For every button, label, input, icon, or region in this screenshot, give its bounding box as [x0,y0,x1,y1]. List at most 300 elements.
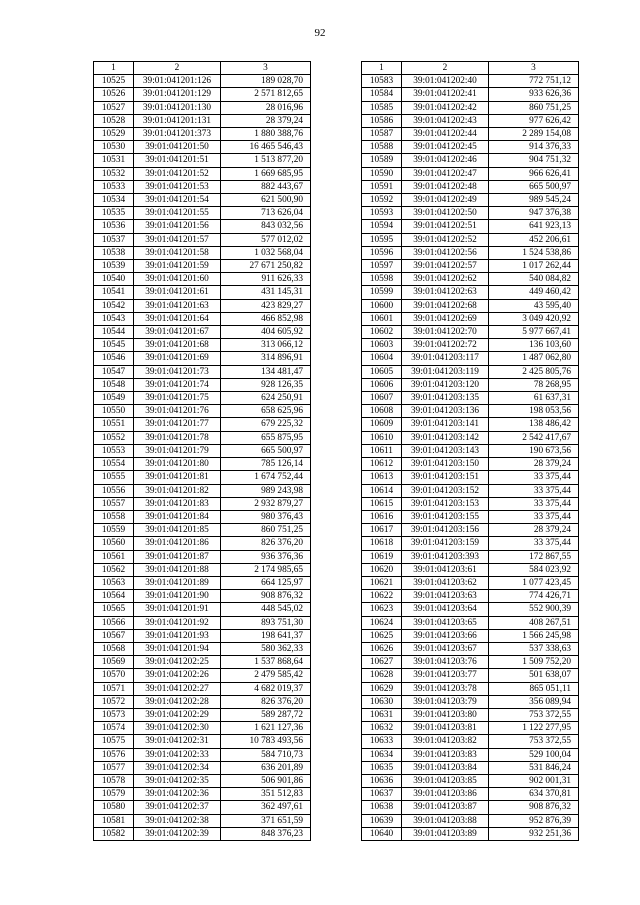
cadastral-number-cell: 39:01:041201:56 [134,220,221,233]
cadastral-number-cell: 39:01:041201:77 [134,418,221,431]
cadastral-number-cell: 39:01:041201:87 [134,550,221,563]
cadastral-number-cell: 39:01:041201:80 [134,458,221,471]
table-row [94,246,311,259]
cadastral-number-cell: 39:01:041202:41 [402,88,489,101]
cadastral-number-cell: 39:01:041203:80 [402,708,489,721]
value-cell: 774 426,71 [489,590,579,603]
cadastral-number-cell: 39:01:041201:88 [134,563,221,576]
row-number-cell: 10571 [94,682,134,695]
row-number-cell: 10578 [94,774,134,787]
cadastral-number-cell: 39:01:041202:33 [134,748,221,761]
value-cell: 356 089,94 [489,695,579,708]
value-cell: 928 126,35 [221,378,311,391]
cadastral-number-cell: 39:01:041201:373 [134,128,221,141]
table-row [94,233,311,246]
table-row [94,590,311,603]
table-row [94,761,311,774]
cadastral-number-cell: 39:01:041201:61 [134,286,221,299]
table-row [362,616,579,629]
header-col-3: 3 [221,62,311,75]
row-number-cell: 10622 [362,590,402,603]
row-number-cell: 10558 [94,510,134,523]
cadastral-number-cell: 39:01:041202:28 [134,695,221,708]
table-row [94,497,311,510]
table-row [94,642,311,655]
row-number-cell: 10575 [94,735,134,748]
value-cell: 371 651,59 [221,814,311,827]
cadastral-number-cell: 39:01:041203:136 [402,405,489,418]
table-row [362,695,579,708]
cadastral-number-cell: 39:01:041203:156 [402,524,489,537]
table-row [94,392,311,405]
row-number-cell: 10535 [94,207,134,220]
row-number-cell: 10593 [362,207,402,220]
row-number-cell: 10569 [94,656,134,669]
row-number-cell: 10636 [362,774,402,787]
value-cell: 189 028,70 [221,75,311,88]
row-number-cell: 10568 [94,642,134,655]
table-row [362,484,579,497]
value-cell: 902 001,31 [489,774,579,787]
cadastral-number-cell: 39:01:041203:62 [402,576,489,589]
table-row [362,563,579,576]
table-row [94,299,311,312]
table-row [362,576,579,589]
row-number-cell: 10526 [94,88,134,101]
table-row [94,801,311,814]
row-number-cell: 10534 [94,194,134,207]
row-number-cell: 10525 [94,75,134,88]
cadastral-number-cell: 39:01:041201:76 [134,405,221,418]
row-number-cell: 10574 [94,722,134,735]
row-number-cell: 10536 [94,220,134,233]
row-number-cell: 10559 [94,524,134,537]
table-row [94,458,311,471]
row-number-cell: 10582 [94,827,134,840]
cadastral-number-cell: 39:01:041201:60 [134,273,221,286]
value-cell: 16 465 546,43 [221,141,311,154]
row-number-cell: 10615 [362,497,402,510]
value-cell: 531 846,24 [489,761,579,774]
row-number-cell: 10555 [94,471,134,484]
value-cell: 1 513 877,20 [221,154,311,167]
table-row [362,458,579,471]
value-cell: 577 012,02 [221,233,311,246]
value-cell: 313 066,12 [221,339,311,352]
header-col-1: 1 [94,62,134,75]
cadastral-number-cell: 39:01:041202:30 [134,722,221,735]
value-cell: 665 500,97 [221,444,311,457]
table-row [362,418,579,431]
row-number-cell: 10626 [362,642,402,655]
row-number-cell: 10540 [94,273,134,286]
row-number-cell: 10566 [94,616,134,629]
page-number: 92 [314,27,326,39]
cadastral-number-cell: 39:01:041203:117 [402,352,489,365]
cadastral-number-cell: 39:01:041203:155 [402,510,489,523]
row-number-cell: 10602 [362,326,402,339]
value-cell: 10 783 493,56 [221,735,311,748]
cadastral-number-cell: 39:01:041202:50 [402,207,489,220]
row-number-cell: 10613 [362,471,402,484]
left-table-body [94,62,311,841]
row-number-cell: 10548 [94,378,134,391]
value-cell: 4 682 019,37 [221,682,311,695]
cadastral-number-cell: 39:01:041202:25 [134,656,221,669]
row-number-cell: 10619 [362,550,402,563]
cadastral-number-cell: 39:01:041203:67 [402,642,489,655]
table-row [362,590,579,603]
table-row [94,669,311,682]
cadastral-number-cell: 39:01:041202:48 [402,180,489,193]
value-cell: 190 673,56 [489,444,579,457]
table-row [94,326,311,339]
cadastral-number-cell: 39:01:041201:86 [134,537,221,550]
cadastral-number-cell: 39:01:041203:84 [402,761,489,774]
table-row [362,761,579,774]
value-cell: 27 671 250,82 [221,260,311,273]
value-cell: 423 829,27 [221,299,311,312]
row-number-cell: 10577 [94,761,134,774]
row-number-cell: 10583 [362,75,402,88]
value-cell: 5 977 667,41 [489,326,579,339]
row-number-cell: 10546 [94,352,134,365]
value-cell: 826 376,20 [221,537,311,550]
row-number-cell: 10606 [362,378,402,391]
value-cell: 908 876,32 [489,801,579,814]
row-number-cell: 10611 [362,444,402,457]
table-row [94,774,311,787]
row-number-cell: 10556 [94,484,134,497]
cadastral-number-cell: 39:01:041201:64 [134,312,221,325]
value-cell: 2 479 585,42 [221,669,311,682]
value-cell: 431 145,31 [221,286,311,299]
cadastral-number-cell: 39:01:041201:81 [134,471,221,484]
value-cell: 772 751,12 [489,75,579,88]
row-number-cell: 10607 [362,392,402,405]
cadastral-number-cell: 39:01:041201:90 [134,590,221,603]
header-col-2: 2 [134,62,221,75]
row-number-cell: 10553 [94,444,134,457]
table-row [362,194,579,207]
table-row [94,722,311,735]
cadastral-number-cell: 39:01:041202:44 [402,128,489,141]
table-row [94,101,311,114]
cadastral-number-cell: 39:01:041201:83 [134,497,221,510]
header-col-1: 1 [362,62,402,75]
value-cell: 936 376,36 [221,550,311,563]
cadastral-number-cell: 39:01:041202:46 [402,154,489,167]
table-row [94,431,311,444]
cadastral-number-cell: 39:01:041203:79 [402,695,489,708]
cadastral-number-cell: 39:01:041203:119 [402,365,489,378]
right-table-body [362,62,579,841]
table-row [362,392,579,405]
value-cell: 43 595,40 [489,299,579,312]
table-row [94,629,311,642]
cadastral-number-cell: 39:01:041201:57 [134,233,221,246]
row-number-cell: 10601 [362,312,402,325]
table-row [94,286,311,299]
table-row [362,246,579,259]
table-row [94,180,311,193]
table-row [94,167,311,180]
cadastral-number-cell: 39:01:041203:81 [402,722,489,735]
value-cell: 679 225,32 [221,418,311,431]
value-cell: 1 524 538,86 [489,246,579,259]
table-row [94,550,311,563]
table-row [94,563,311,576]
cadastral-number-cell: 39:01:041203:88 [402,814,489,827]
cadastral-number-cell: 39:01:041201:75 [134,392,221,405]
row-number-cell: 10544 [94,326,134,339]
cadastral-number-cell: 39:01:041202:52 [402,233,489,246]
row-number-cell: 10576 [94,748,134,761]
row-number-cell: 10531 [94,154,134,167]
value-cell: 966 626,41 [489,167,579,180]
table-row [94,484,311,497]
table-row [362,642,579,655]
value-cell: 448 545,02 [221,603,311,616]
row-number-cell: 10617 [362,524,402,537]
row-number-cell: 10572 [94,695,134,708]
table-row [362,233,579,246]
row-number-cell: 10633 [362,735,402,748]
table-row [362,537,579,550]
table-row [94,75,311,88]
value-cell: 33 375,44 [489,537,579,550]
row-number-cell: 10629 [362,682,402,695]
cadastral-number-cell: 39:01:041201:82 [134,484,221,497]
cadastral-number-cell: 39:01:041202:63 [402,286,489,299]
row-number-cell: 10600 [362,299,402,312]
value-cell: 989 243,98 [221,484,311,497]
cadastral-number-cell: 39:01:041201:126 [134,75,221,88]
value-cell: 826 376,20 [221,695,311,708]
table-row [94,418,311,431]
value-cell: 537 338,63 [489,642,579,655]
table-row [362,656,579,669]
table-row [362,497,579,510]
header-col-3: 3 [489,62,579,75]
row-number-cell: 10639 [362,814,402,827]
cadastral-number-cell: 39:01:041203:85 [402,774,489,787]
value-cell: 33 375,44 [489,510,579,523]
table-row [94,471,311,484]
value-cell: 198 641,37 [221,629,311,642]
value-cell: 1 509 752,20 [489,656,579,669]
row-number-cell: 10595 [362,233,402,246]
row-number-cell: 10537 [94,233,134,246]
row-number-cell: 10573 [94,708,134,721]
cadastral-number-cell: 39:01:041201:63 [134,299,221,312]
value-cell: 1 621 127,36 [221,722,311,735]
table-row [94,88,311,101]
cadastral-number-cell: 39:01:041202:27 [134,682,221,695]
table-row [94,656,311,669]
cadastral-number-cell: 39:01:041201:74 [134,378,221,391]
row-number-cell: 10560 [94,537,134,550]
value-cell: 198 053,56 [489,405,579,418]
table-row [362,471,579,484]
row-number-cell: 10547 [94,365,134,378]
value-cell: 580 362,33 [221,642,311,655]
value-cell: 908 876,32 [221,590,311,603]
value-cell: 501 638,07 [489,669,579,682]
value-cell: 1 880 388,76 [221,128,311,141]
cadastral-number-cell: 39:01:041203:78 [402,682,489,695]
table-row [94,352,311,365]
row-number-cell: 10627 [362,656,402,669]
row-number-cell: 10587 [362,128,402,141]
row-number-cell: 10552 [94,431,134,444]
cadastral-number-cell: 39:01:041201:58 [134,246,221,259]
row-number-cell: 10562 [94,563,134,576]
cadastral-number-cell: 39:01:041201:79 [134,444,221,457]
row-number-cell: 10624 [362,616,402,629]
value-cell: 980 376,43 [221,510,311,523]
row-number-cell: 10529 [94,128,134,141]
value-cell: 408 267,51 [489,616,579,629]
row-number-cell: 10527 [94,101,134,114]
table-row [362,774,579,787]
value-cell: 584 710,73 [221,748,311,761]
table-row [362,128,579,141]
cadastral-number-cell: 39:01:041201:69 [134,352,221,365]
value-cell: 2 542 417,67 [489,431,579,444]
cadastral-number-cell: 39:01:041202:31 [134,735,221,748]
table-row [94,207,311,220]
row-number-cell: 10563 [94,576,134,589]
row-number-cell: 10528 [94,114,134,127]
table-row [362,378,579,391]
row-number-cell: 10584 [362,88,402,101]
value-cell: 848 376,23 [221,827,311,840]
value-cell: 2 289 154,08 [489,128,579,141]
left-table [93,61,311,841]
cadastral-number-cell: 39:01:041203:151 [402,471,489,484]
table-row [94,708,311,721]
table-row [94,141,311,154]
value-cell: 893 751,30 [221,616,311,629]
cadastral-number-cell: 39:01:041203:63 [402,590,489,603]
value-cell: 664 125,97 [221,576,311,589]
cadastral-number-cell: 39:01:041201:78 [134,431,221,444]
cadastral-number-cell: 39:01:041203:89 [402,827,489,840]
row-number-cell: 10621 [362,576,402,589]
row-number-cell: 10533 [94,180,134,193]
table-row [94,814,311,827]
table-row [362,801,579,814]
value-cell: 33 375,44 [489,471,579,484]
row-number-cell: 10603 [362,339,402,352]
row-number-cell: 10554 [94,458,134,471]
value-cell: 624 250,91 [221,392,311,405]
cadastral-number-cell: 39:01:041202:56 [402,246,489,259]
row-number-cell: 10630 [362,695,402,708]
cadastral-number-cell: 39:01:041201:93 [134,629,221,642]
row-number-cell: 10623 [362,603,402,616]
table-row [94,365,311,378]
row-number-cell: 10550 [94,405,134,418]
table-row [362,312,579,325]
cadastral-number-cell: 39:01:041203:153 [402,497,489,510]
value-cell: 134 481,47 [221,365,311,378]
cadastral-number-cell: 39:01:041201:59 [134,260,221,273]
value-cell: 865 051,11 [489,682,579,695]
value-cell: 1 566 245,98 [489,629,579,642]
table-row [94,616,311,629]
value-cell: 713 626,04 [221,207,311,220]
value-cell: 552 900,39 [489,603,579,616]
cadastral-number-cell: 39:01:041203:120 [402,378,489,391]
table-row [94,748,311,761]
table-row [362,167,579,180]
value-cell: 33 375,44 [489,497,579,510]
table-row [362,405,579,418]
table-row [94,220,311,233]
cadastral-number-cell: 39:01:041202:70 [402,326,489,339]
row-number-cell: 10632 [362,722,402,735]
cadastral-number-cell: 39:01:041202:62 [402,273,489,286]
row-number-cell: 10564 [94,590,134,603]
cadastral-number-cell: 39:01:041201:89 [134,576,221,589]
value-cell: 911 626,33 [221,273,311,286]
row-number-cell: 10609 [362,418,402,431]
value-cell: 904 751,32 [489,154,579,167]
row-number-cell: 10596 [362,246,402,259]
row-number-cell: 10634 [362,748,402,761]
value-cell: 952 876,39 [489,814,579,827]
cadastral-number-cell: 39:01:041201:130 [134,101,221,114]
cadastral-number-cell: 39:01:041201:68 [134,339,221,352]
table-row [362,326,579,339]
cadastral-number-cell: 39:01:041203:83 [402,748,489,761]
value-cell: 3 049 420,92 [489,312,579,325]
value-cell: 785 126,14 [221,458,311,471]
value-cell: 33 375,44 [489,484,579,497]
cadastral-number-cell: 39:01:041201:67 [134,326,221,339]
value-cell: 1 077 423,45 [489,576,579,589]
value-cell: 314 896,91 [221,352,311,365]
value-cell: 1 674 752,44 [221,471,311,484]
value-cell: 914 376,33 [489,141,579,154]
table-row [362,603,579,616]
table-row [362,154,579,167]
value-cell: 636 201,89 [221,761,311,774]
table-row [362,722,579,735]
cadastral-number-cell: 39:01:041202:45 [402,141,489,154]
table-row [362,339,579,352]
cadastral-number-cell: 39:01:041203:77 [402,669,489,682]
cadastral-number-cell: 39:01:041201:54 [134,194,221,207]
cadastral-number-cell: 39:01:041202:42 [402,101,489,114]
cadastral-number-cell: 39:01:041202:40 [402,75,489,88]
row-number-cell: 10586 [362,114,402,127]
table-row [362,788,579,801]
row-number-cell: 10588 [362,141,402,154]
value-cell: 843 032,56 [221,220,311,233]
row-number-cell: 10591 [362,180,402,193]
cadastral-number-cell: 39:01:041203:66 [402,629,489,642]
row-number-cell: 10620 [362,563,402,576]
cadastral-number-cell: 39:01:041203:141 [402,418,489,431]
value-cell: 2 425 805,76 [489,365,579,378]
cadastral-number-cell: 39:01:041203:159 [402,537,489,550]
row-number-cell: 10590 [362,167,402,180]
row-number-cell: 10532 [94,167,134,180]
value-cell: 136 103,60 [489,339,579,352]
